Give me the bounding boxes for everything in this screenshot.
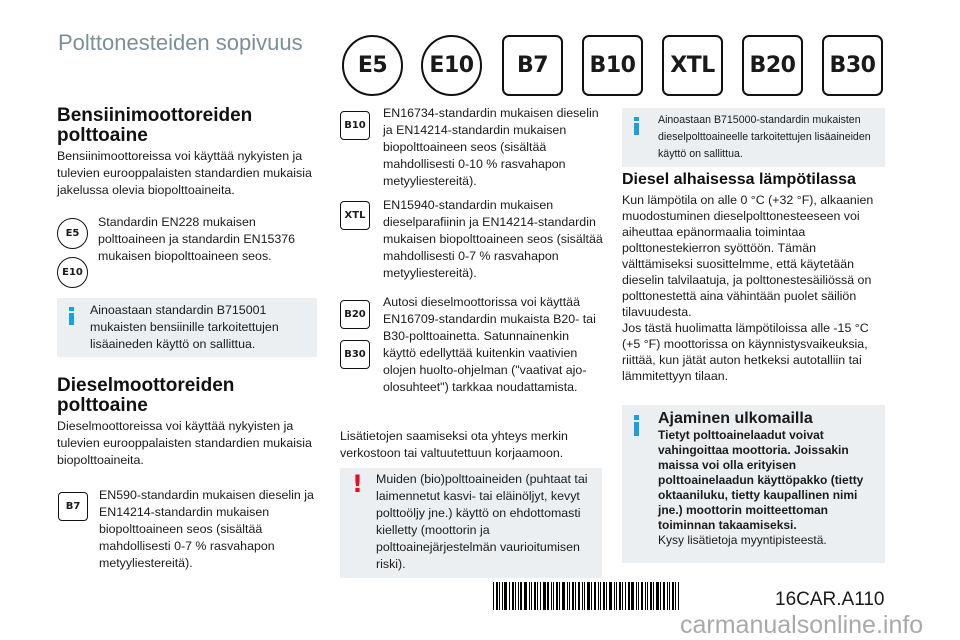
barcode-bar <box>631 582 634 610</box>
barcode-bar <box>520 582 522 610</box>
barcode-bar <box>594 582 596 610</box>
badge-b30-icon: B30 <box>822 35 883 96</box>
barcode-bar <box>667 582 668 610</box>
barcode-bar <box>672 582 674 610</box>
info-icon <box>69 307 74 325</box>
barcode-bar <box>641 582 643 610</box>
barcode-bar <box>499 582 500 610</box>
abroad-info-box <box>622 405 885 563</box>
abroad-text: Kysy lisätietoja myyntipisteestä. <box>658 533 827 547</box>
barcode-bar <box>598 582 599 610</box>
barcode-bar <box>575 582 576 610</box>
barcode-bar <box>616 582 617 610</box>
barcode-bar <box>524 582 527 610</box>
petrol-section <box>57 106 319 199</box>
barcode-bar <box>553 582 554 610</box>
diesel-section <box>57 376 319 469</box>
barcode-bar <box>660 582 661 610</box>
barcode-bar <box>663 582 665 610</box>
diesel-info-text: Ainoastaan B715000-standardin mukaisten dieselpolttoaineelle tarkoitettujen lisäaineiden käyttö on sallittua. <box>658 114 871 160</box>
warning-icon: ! <box>352 470 363 498</box>
petrol-description: Standardin EN228 mukaisen polttoaineen ja standardin EN15376 mukaisen biopolttoaineen seos. <box>98 215 296 263</box>
barcode-bar <box>622 582 623 610</box>
petrol-heading: Bensiinimoottoreiden polttoaine <box>57 105 253 146</box>
barcode-bar <box>551 582 552 610</box>
barcode-bar <box>578 582 580 610</box>
b7-icon: B7 <box>58 492 88 521</box>
barcode-bar <box>638 582 639 610</box>
b10-description: EN16734-standardin mukaisen dieselin ja EN14214-standardin mukaisen biopolttoaineen seos (sisältää mahdollisesti 0-10 % rasvahapon metyyliestereitä). <box>383 106 599 188</box>
document-code: 16CAR.A110 <box>775 589 885 610</box>
info-icon <box>634 415 639 436</box>
barcode-bar <box>547 582 549 610</box>
cold-section <box>622 170 888 384</box>
xtl-description: EN15940-standardin mukaisen dieselparafiinin ja EN14214-standardin mukaisen biopolttoaineen seos (sisältää mahdollisesti 0-7 % rasvahapon metyyliestereitä). <box>383 198 603 280</box>
barcode-bar <box>600 582 601 610</box>
petrol-intro: Bensiinimoottoreissa voi käyttää nykyisten ja tulevien eurooppalaisten standardien mukaisia jakelussa olevia biopolttoaineita. <box>57 149 312 197</box>
cold-text-2: Jos tästä huolimatta lämpötiloissa alle -15 °C (+5 °F) moottorissa on käynnistysvaikeuksia, riittää, kun jätät auton hetkeksi autotalliin tai lämmitettyyn tilaan. <box>622 321 869 383</box>
barcode-bar <box>603 582 605 610</box>
barcode-bar <box>515 582 516 610</box>
b7-description: EN590-standardin mukaisen dieselin ja EN14214-standardin mukaisen biopolttoaineen seos (sisältää mahdollisesti 0-7 % rasvahapon metyyliestereitä). <box>99 488 314 570</box>
watermark: carmanualsonline.info <box>680 611 924 639</box>
page-title: Polttonesteiden sopivuus <box>58 30 303 55</box>
petrol-info-text: Ainoastaan standardin B715001 mukaisten bensiinille tarkoitettujen lisäaineden käyttö on sallittua. <box>90 303 279 351</box>
diesel-heading: Dieselmoottoreiden polttoaine <box>57 375 235 416</box>
barcode-bar <box>531 582 532 610</box>
e10-icon: E10 <box>57 257 88 288</box>
warning-box <box>340 468 602 578</box>
badge-xtl-icon: XTL <box>662 35 723 96</box>
abroad-content <box>658 409 883 548</box>
barcode-bar <box>656 582 659 610</box>
barcode-bar <box>537 582 538 610</box>
b10-icon: B10 <box>340 111 370 140</box>
barcode-bar <box>584 582 585 610</box>
barcode-bar <box>496 582 498 610</box>
barcode-bar <box>504 582 507 610</box>
barcode-bar <box>512 582 514 610</box>
barcode <box>493 582 717 610</box>
barcode-bar <box>534 582 536 610</box>
cold-text-1: Kun lämpötila on alle 0 °C (+32 °F), alkaanien muodostuminen dieselpolttonesteeseen voi aiheuttaa epänormaalia toimintaa polttonestekierron syöttöön. Tämän välttämiseksi suosittelmme, että käytetään dieselin talvilaatuja, ja polttonestesäiliössä on polttonestettä aina vähintään puolet säiliön tilavuudesta. <box>622 193 874 319</box>
xtl-icon: XTL <box>340 201 370 230</box>
barcode-bar <box>543 582 546 610</box>
barcode-bar <box>606 582 607 610</box>
e5-icon: E5 <box>57 218 88 249</box>
barcode-bar <box>647 582 648 610</box>
b20-b30-description: Autosi dieselmoottorissa voi käyttää EN16709-standardin mukaista B20- tai B30-polttoainetta. Satunnainenkin käyttö edellyttää kuitenkin vaativien olojen huolto-ohjelman ("vaativat ajo-olosuhteet") tarkkaa noudattamista. <box>383 295 596 394</box>
cold-heading: Diesel alhaisessa lämpötilassa <box>622 171 856 188</box>
barcode-bar <box>582 582 583 610</box>
diesel-info-box <box>622 108 885 167</box>
badge-b10-icon: B10 <box>582 35 643 96</box>
barcode-bar <box>502 582 503 610</box>
barcode-bar <box>653 582 654 610</box>
barcode-bar <box>493 582 494 610</box>
more-info-text: Lisätietojen saamiseksi ota yhteys merkin verkostoon tai valtuutettuun korjaamoon. <box>340 429 568 460</box>
barcode-bar <box>636 582 637 610</box>
barcode-bar <box>591 582 592 610</box>
abroad-bold-text: Tietyt polttoainelaadut voivat vahingoittaa moottoria. Joissakin maissa voi olla erityisen polttoainelaadun käyttöpakko (tietty oktaaniluku, tietty kaupallinen nimi jne.) moottorin moitteettoman toiminnan takaamiseksi. <box>658 428 864 532</box>
b20-icon: B20 <box>340 300 370 329</box>
diesel-intro: Dieselmoottoreissa voi käyttää nykyisten ja tulevien eurooppalaisten standardien mukaisia biopolttoaineita. <box>57 419 312 467</box>
badge-b20-icon: B20 <box>742 35 803 96</box>
barcode-bar <box>556 582 558 610</box>
barcode-bar <box>559 582 560 610</box>
barcode-bar <box>625 582 626 610</box>
barcode-bar <box>614 582 615 610</box>
barcode-bar <box>567 582 568 610</box>
barcode-bar <box>540 582 541 610</box>
badge-e10-icon: E10 <box>421 35 482 96</box>
barcode-bar <box>587 582 590 610</box>
barcode-bar <box>609 582 612 610</box>
barcode-bar <box>569 582 570 610</box>
barcode-bar <box>518 582 519 610</box>
barcode-bar <box>529 582 530 610</box>
barcode-bar <box>678 582 679 610</box>
warning-text: Muiden (bio)polttoaineiden (puhtaat tai laimennetut kasvi- tai eläinöljyt, kevyt polttoöljy jne.) käyttö on ehdottomasti kielletty (moottorin ja polttoainejärjestelmän vaurioitumisen riski). <box>376 472 588 571</box>
barcode-bar <box>619 582 621 610</box>
info-icon <box>634 117 639 135</box>
abroad-heading: Ajaminen ulkomailla <box>658 410 813 427</box>
barcode-bar <box>572 582 574 610</box>
barcode-bar <box>650 582 652 610</box>
b30-icon: B30 <box>340 340 370 369</box>
barcode-bar <box>562 582 565 610</box>
barcode-bar <box>675 582 676 610</box>
petrol-info-box <box>57 298 317 357</box>
barcode-bar <box>645 582 646 610</box>
badge-e5-icon: E5 <box>342 35 403 96</box>
barcode-bar <box>669 582 670 610</box>
badge-b7-icon: B7 <box>502 35 563 96</box>
barcode-bar <box>628 582 630 610</box>
barcode-bar <box>509 582 510 610</box>
